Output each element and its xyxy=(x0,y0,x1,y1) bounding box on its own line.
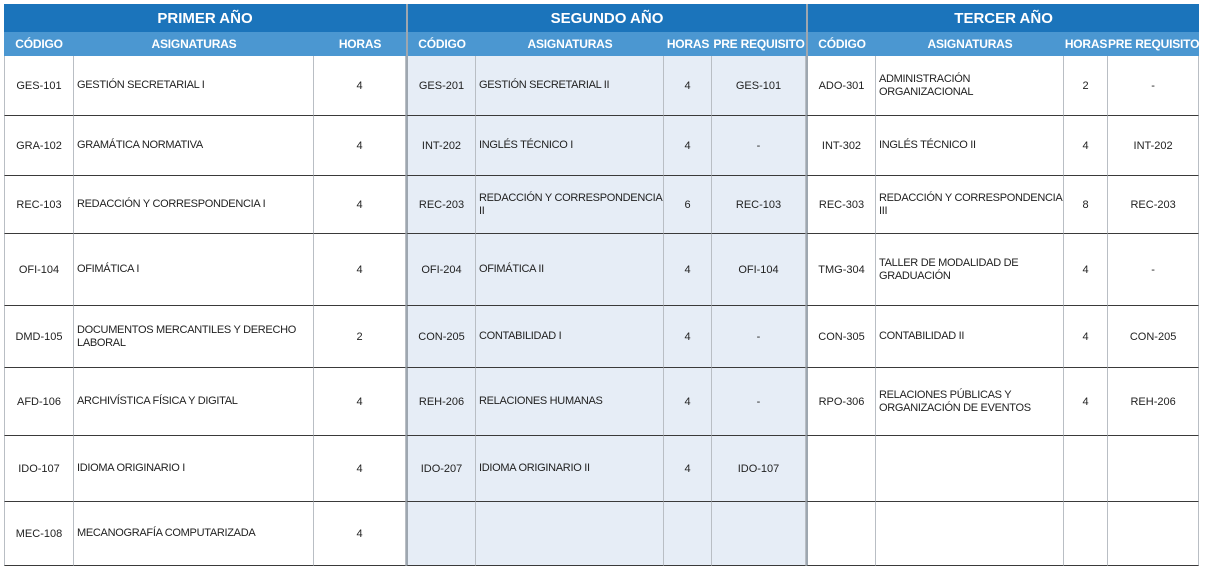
third-year-subject: INGLÉS TÉCNICO II xyxy=(876,116,1064,176)
third-year-subject xyxy=(876,436,1064,502)
curriculum-rows xyxy=(4,56,1199,566)
second-year-hours: 4 xyxy=(664,306,712,368)
second-year-prereq xyxy=(712,502,806,566)
table-row xyxy=(4,116,1199,176)
third-year-code: ADO-301 xyxy=(806,56,876,116)
first-year-code: GRA-102 xyxy=(4,116,74,176)
third-year-prereq: REH-206 xyxy=(1108,368,1199,436)
first-subjects-header: ASIGNATURAS xyxy=(74,32,314,56)
second-year-subject: INGLÉS TÉCNICO I xyxy=(476,116,664,176)
first-year-code: MEC-108 xyxy=(4,502,74,566)
first-year-hours: 4 xyxy=(314,176,406,234)
table-row xyxy=(4,368,1199,436)
second-year-code: CON-205 xyxy=(406,306,476,368)
first-year-subject: ARCHIVÍSTICA FÍSICA Y DIGITAL xyxy=(74,368,314,436)
second-year-hours xyxy=(664,502,712,566)
third-subjects-header: ASIGNATURAS xyxy=(876,32,1064,56)
third-year-subject: ADMINISTRACIÓN ORGANIZACIONAL xyxy=(876,56,1064,116)
third-year-prereq: - xyxy=(1108,56,1199,116)
second-year-prereq: - xyxy=(712,368,806,436)
first-year-code: AFD-106 xyxy=(4,368,74,436)
second-year-subject: REDACCIÓN Y CORRESPONDENCIA II xyxy=(476,176,664,234)
first-year-subject: GRAMÁTICA NORMATIVA xyxy=(74,116,314,176)
first-year-code: REC-103 xyxy=(4,176,74,234)
third-prereq-header: PRE REQUISITO xyxy=(1108,32,1199,56)
third-year-hours: 4 xyxy=(1064,368,1108,436)
first-year-code: OFI-104 xyxy=(4,234,74,306)
third-year-subject xyxy=(876,502,1064,566)
second-year-prereq: IDO-107 xyxy=(712,436,806,502)
second-year-subject: GESTIÓN SECRETARIAL II xyxy=(476,56,664,116)
third-year-prereq: INT-202 xyxy=(1108,116,1199,176)
third-year-code: RPO-306 xyxy=(806,368,876,436)
first-year-hours: 4 xyxy=(314,116,406,176)
second-year-subject xyxy=(476,502,664,566)
second-year-hours: 4 xyxy=(664,368,712,436)
first-year-hours: 4 xyxy=(314,502,406,566)
table-row xyxy=(4,436,1199,502)
second-year-hours: 4 xyxy=(664,56,712,116)
second-year-code: REC-203 xyxy=(406,176,476,234)
first-year-hours: 4 xyxy=(314,368,406,436)
third-code-header: CÓDIGO xyxy=(806,32,876,56)
second-prereq-header: PRE REQUISITO xyxy=(712,32,806,56)
table-row xyxy=(4,234,1199,306)
second-year-hours: 4 xyxy=(664,116,712,176)
second-year-code: OFI-204 xyxy=(406,234,476,306)
first-year-subject: OFIMÁTICA I xyxy=(74,234,314,306)
third-year-prereq: CON-205 xyxy=(1108,306,1199,368)
second-year-hours: 6 xyxy=(664,176,712,234)
first-code-header: CÓDIGO xyxy=(4,32,74,56)
first-year-code: IDO-107 xyxy=(4,436,74,502)
third-year-hours xyxy=(1064,502,1108,566)
second-year-subject: IDIOMA ORIGINARIO II xyxy=(476,436,664,502)
second-subjects-header: ASIGNATURAS xyxy=(476,32,664,56)
third-year-subject: TALLER DE MODALIDAD DE GRADUACIÓN xyxy=(876,234,1064,306)
table-row xyxy=(4,56,1199,116)
third-year-code xyxy=(806,436,876,502)
third-year-heading: TERCER AÑO xyxy=(806,4,1199,32)
second-hours-header: HORAS xyxy=(664,32,712,56)
curriculum-table xyxy=(4,4,1199,566)
second-year-prereq: - xyxy=(712,116,806,176)
first-year-hours: 4 xyxy=(314,56,406,116)
second-year-subject: RELACIONES HUMANAS xyxy=(476,368,664,436)
third-year-prereq: REC-203 xyxy=(1108,176,1199,234)
third-year-hours: 4 xyxy=(1064,116,1108,176)
first-year-heading: PRIMER AÑO xyxy=(4,4,406,32)
second-year-subject: CONTABILIDAD I xyxy=(476,306,664,368)
third-year-prereq xyxy=(1108,436,1199,502)
third-year-hours: 4 xyxy=(1064,234,1108,306)
second-year-code xyxy=(406,502,476,566)
third-year-prereq: - xyxy=(1108,234,1199,306)
third-year-subject: REDACCIÓN Y CORRESPONDENCIA III xyxy=(876,176,1064,234)
third-year-hours: 8 xyxy=(1064,176,1108,234)
third-year-code: CON-305 xyxy=(806,306,876,368)
first-year-subject: REDACCIÓN Y CORRESPONDENCIA I xyxy=(74,176,314,234)
first-year-subject: IDIOMA ORIGINARIO I xyxy=(74,436,314,502)
first-year-hours: 4 xyxy=(314,234,406,306)
third-year-subject: CONTABILIDAD II xyxy=(876,306,1064,368)
second-year-code: GES-201 xyxy=(406,56,476,116)
first-year-hours: 2 xyxy=(314,306,406,368)
second-year-code: INT-202 xyxy=(406,116,476,176)
third-year-hours: 2 xyxy=(1064,56,1108,116)
third-year-hours xyxy=(1064,436,1108,502)
second-year-subject: OFIMÁTICA II xyxy=(476,234,664,306)
third-year-code xyxy=(806,502,876,566)
table-row xyxy=(4,306,1199,368)
third-year-subject: RELACIONES PÚBLICAS Y ORGANIZACIÓN DE EVENTOS xyxy=(876,368,1064,436)
first-year-hours: 4 xyxy=(314,436,406,502)
second-year-prereq: GES-101 xyxy=(712,56,806,116)
second-code-header: CÓDIGO xyxy=(406,32,476,56)
second-year-heading: SEGUNDO AÑO xyxy=(406,4,806,32)
third-year-hours: 4 xyxy=(1064,306,1108,368)
first-year-code: DMD-105 xyxy=(4,306,74,368)
first-year-subject: DOCUMENTOS MERCANTILES Y DERECHO LABORAL xyxy=(74,306,314,368)
table-row xyxy=(4,502,1199,566)
second-year-code: IDO-207 xyxy=(406,436,476,502)
table-row xyxy=(4,176,1199,234)
third-year-code: REC-303 xyxy=(806,176,876,234)
third-year-code: TMG-304 xyxy=(806,234,876,306)
second-year-hours: 4 xyxy=(664,234,712,306)
second-year-prereq: OFI-104 xyxy=(712,234,806,306)
second-year-prereq: - xyxy=(712,306,806,368)
second-year-hours: 4 xyxy=(664,436,712,502)
second-year-code: REH-206 xyxy=(406,368,476,436)
third-year-prereq xyxy=(1108,502,1199,566)
first-hours-header: HORAS xyxy=(314,32,406,56)
first-year-subject: GESTIÓN SECRETARIAL I xyxy=(74,56,314,116)
third-year-code: INT-302 xyxy=(806,116,876,176)
third-hours-header: HORAS xyxy=(1064,32,1108,56)
first-year-subject: MECANOGRAFÍA COMPUTARIZADA xyxy=(74,502,314,566)
first-year-code: GES-101 xyxy=(4,56,74,116)
second-year-prereq: REC-103 xyxy=(712,176,806,234)
